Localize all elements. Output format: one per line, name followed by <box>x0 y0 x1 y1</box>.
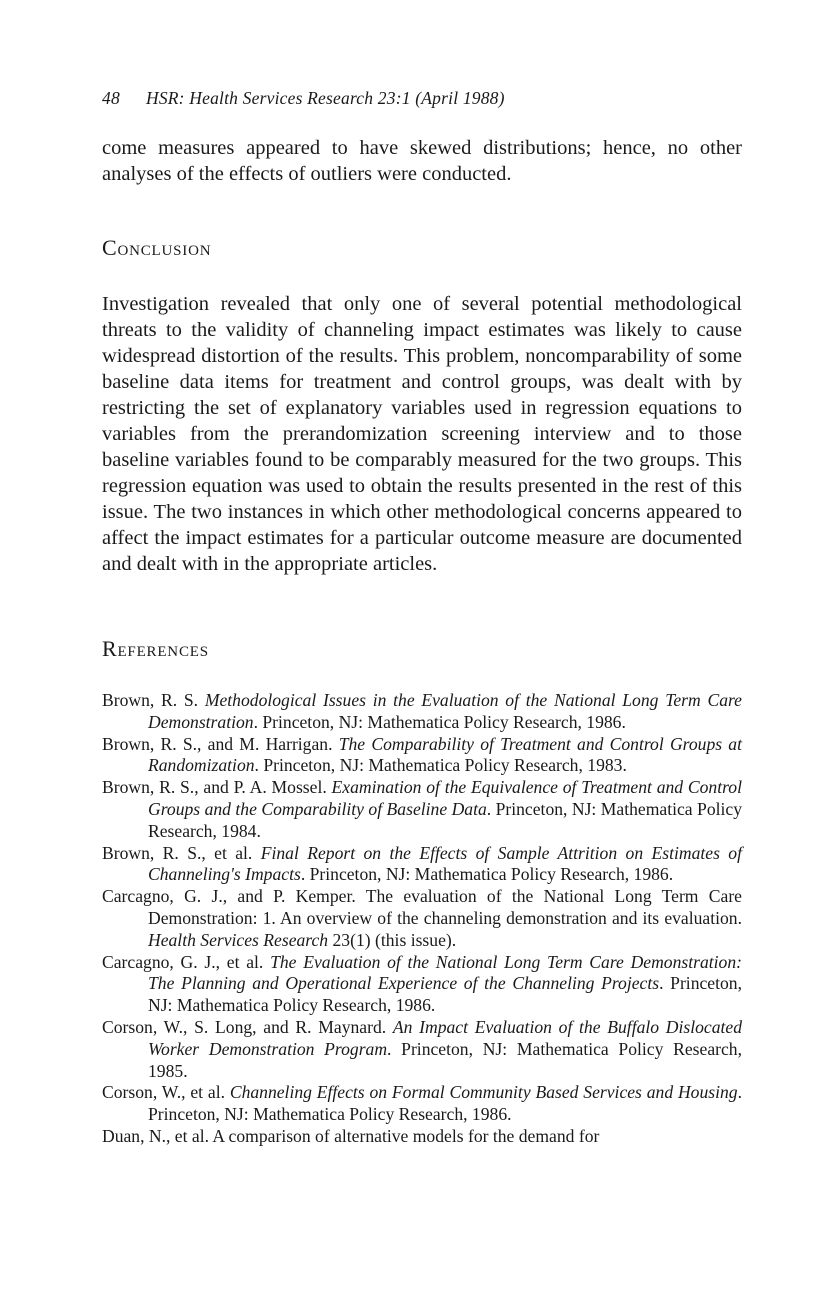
reference-item <box>102 1082 742 1126</box>
page-number: 48 <box>102 88 120 108</box>
reference-item <box>102 734 742 778</box>
reference-authors: Corson, W., S. Long, and R. Maynard. <box>102 1016 393 1037</box>
conclusion-heading: Conclusion <box>102 235 212 260</box>
reference-authors: Brown, R. S., et al. <box>102 842 261 863</box>
reference-item <box>102 886 742 951</box>
journal-citation: HSR: Health Services Research 23:1 (April 1988) <box>146 88 505 108</box>
reference-authors: Corson, W., et al. <box>102 1082 230 1103</box>
reference-item <box>102 690 742 734</box>
reference-item <box>102 1126 742 1148</box>
reference-authors: Duan, N., et al. A comparison of alternative models for the demand for <box>102 1125 600 1146</box>
reference-publisher: . Princeton, NJ: Mathematica Policy Research, 1984. <box>148 798 742 841</box>
reference-title: Methodological Issues in the Evaluation of the National Long Term Care Demonstration <box>148 690 742 732</box>
reference-publisher: . Princeton, NJ: Mathematica Policy Research, 1983. <box>254 755 627 776</box>
reference-item <box>102 1017 742 1082</box>
reference-publisher: 23(1) (this issue). <box>328 929 457 950</box>
reference-title: The Evaluation of the National Long Term Care Demonstration: The Planning and Operational Experience of the Channeling Projects <box>148 951 743 994</box>
reference-publisher: . Princeton, NJ: Mathematica Policy Research, 1986. <box>148 973 742 1016</box>
reference-title: Final Report on the Effects of Sample Attrition on Estimates of Channeling's Impacts <box>148 842 742 885</box>
reference-title: The Comparability of Treatment and Control Groups at Randomization <box>148 733 742 776</box>
reference-title: An Impact Evaluation of the Buffalo Dislocated Worker Demonstration Program <box>148 1016 743 1059</box>
references-heading: References <box>102 636 209 661</box>
reference-authors: Brown, R. S., and P. A. Mossel. <box>102 777 332 798</box>
reference-publisher: . Princeton, NJ: Mathematica Policy Research, 1985. <box>148 1038 742 1081</box>
reference-authors: Brown, R. S., and M. Harrigan. <box>102 733 339 754</box>
reference-item <box>102 952 742 1017</box>
reference-title: Channeling Effects on Formal Community Based Services and Housing <box>229 1082 738 1103</box>
conclusion-paragraph: Investigation revealed that only one of several potential methodological threats to the validity of channeling impact estimates was likely to cause widespread distortion of the results. This problem, noncomparability of some baseline data items for treatment and control groups, was dealt with by restricting the set of explanatory variables used in regression equations to variables from the prerandomization screening interview and to those baseline variables found to be comparably measured for the two groups. This regression equation was used to obtain the results presented in the rest of this issue. The two instances in which other methodological concerns appeared to affect the impact estimates for a particular outcome measure are documented and dealt with in the appropriate articles. <box>102 293 742 575</box>
reference-title: Examination of the Equivalence of Treatment and Control Groups and the Comparability of Baseline Data <box>148 777 742 819</box>
reference-list <box>102 690 742 1148</box>
continued-paragraph: come measures appeared to have skewed distributions; hence, no other analyses of the effects of outliers were conducted. <box>102 137 742 185</box>
reference-publisher: . Princeton, NJ: Mathematica Policy Research, 1986. <box>300 864 674 885</box>
reference-publisher: . Princeton, NJ: Mathematica Policy Research, 1986. <box>253 711 626 732</box>
reference-item <box>102 777 742 842</box>
reference-authors: Brown, R. S. <box>102 690 205 710</box>
reference-journal: Health Services Research <box>148 929 329 950</box>
running-header <box>102 88 505 109</box>
reference-item <box>102 843 742 887</box>
reference-publisher: . Princeton, NJ: Mathematica Policy Research, 1986. <box>148 1082 742 1125</box>
reference-authors: Carcagno, G. J., and P. Kemper. The evaluation of the National Long Term Care Demonstration: 1. An overview of the channeling demonstration and its evaluation. <box>102 886 742 928</box>
reference-authors: Carcagno, G. J., et al. <box>102 951 271 972</box>
